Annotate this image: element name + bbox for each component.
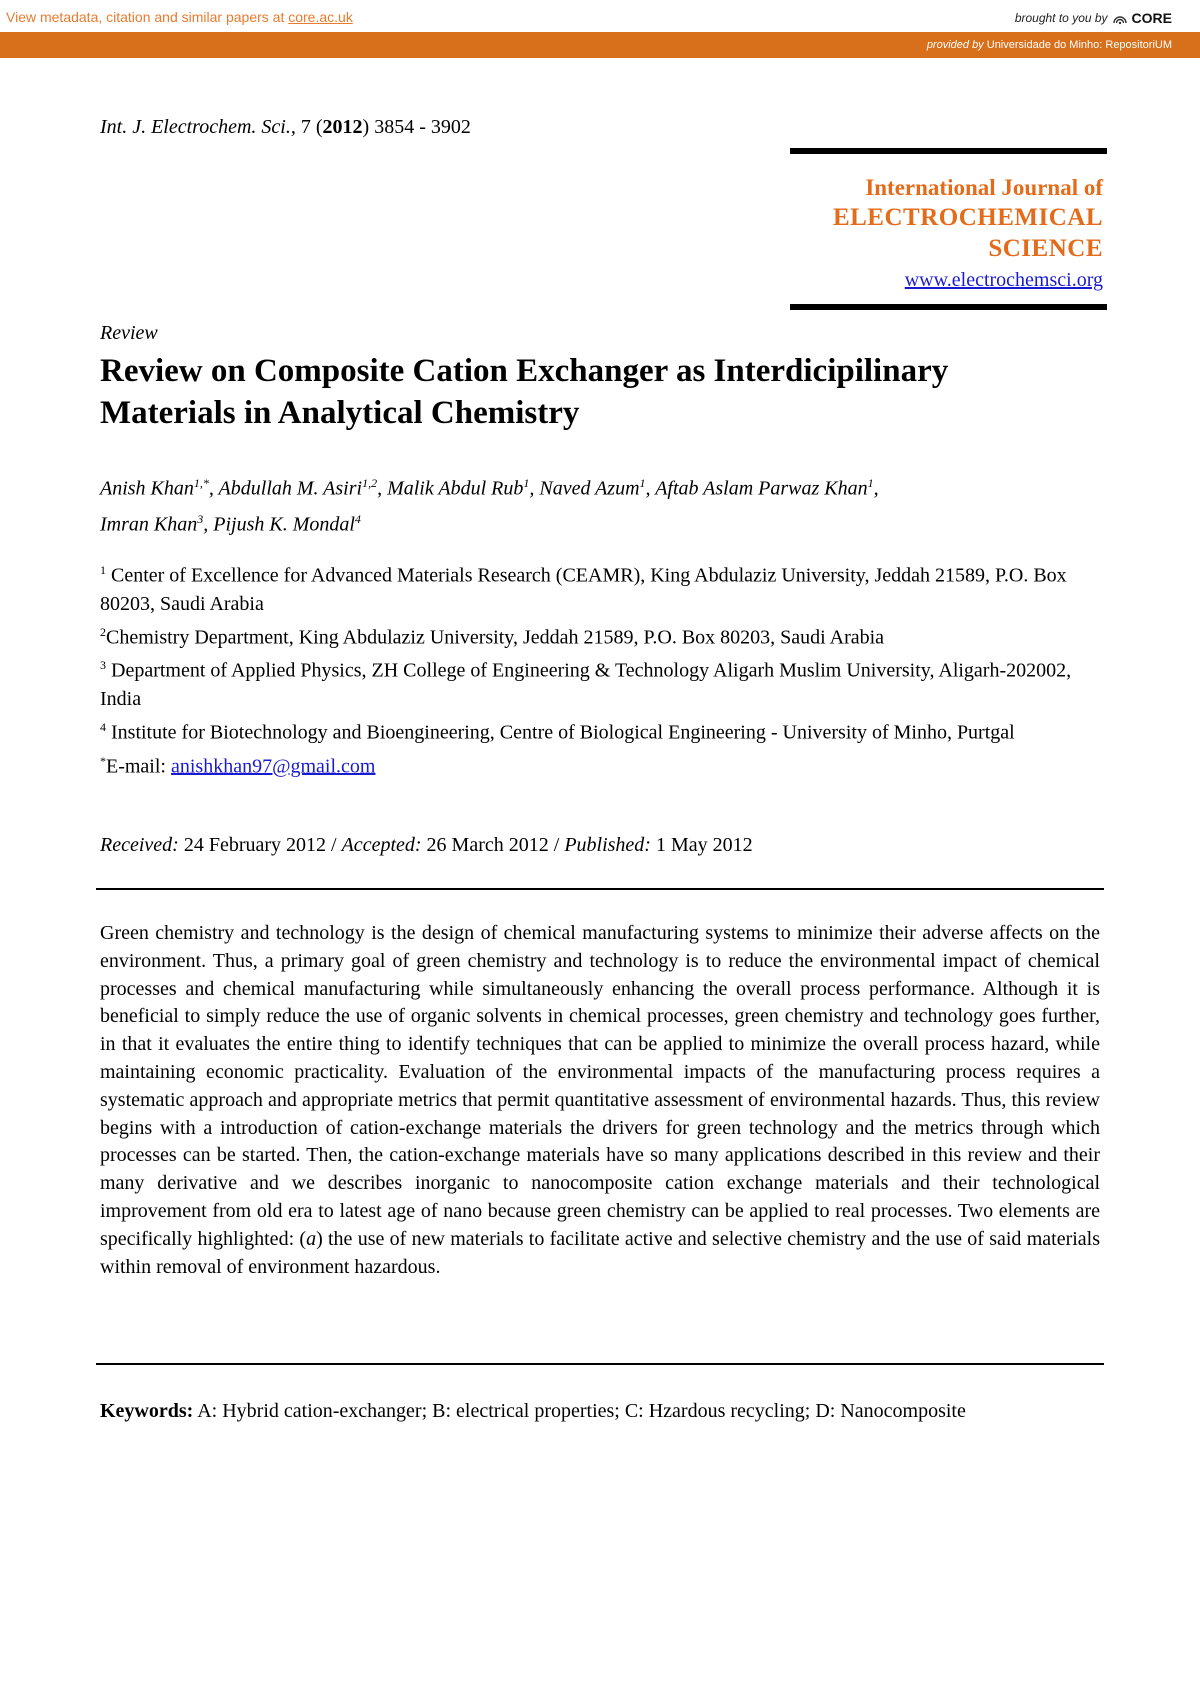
author-name: Imran Khan: [100, 513, 198, 536]
citation-volume: 7: [300, 116, 311, 138]
affiliation-number: 3: [100, 658, 106, 673]
author-name: Abdullah M. Asiri: [218, 477, 363, 500]
citation-pages: 3854 - 3902: [374, 116, 471, 138]
author-affiliation-mark: 1: [867, 476, 874, 490]
received-date: 24 February 2012: [183, 834, 327, 856]
author-name: Malik Abdul Rub: [387, 477, 524, 500]
core-brand[interactable]: CORE: [1131, 10, 1172, 26]
abstract-bottom-rule: [96, 1363, 1104, 1365]
author-name: Pijush K. Mondal: [213, 513, 355, 536]
abstract-italic-marker: a: [306, 1227, 317, 1250]
affiliation-item: [100, 713, 1090, 747]
citation-year: 2012: [322, 116, 363, 138]
affiliation-item: [100, 651, 1090, 713]
journal-name-line1: International Journal of: [865, 175, 1103, 200]
journal-url-link[interactable]: www.electrochemsci.org: [904, 269, 1103, 291]
journal-citation: Int. J. Electrochem. Sci., 7 (2012) 3854 - 3902: [100, 116, 471, 138]
core-provided-label: provided by: [926, 39, 984, 51]
journal-masthead: [790, 148, 1107, 310]
affiliation-number: 2: [100, 624, 106, 639]
author-affiliation-mark: 1,*: [193, 476, 209, 490]
affiliation-number: 1: [100, 563, 106, 577]
core-brought-by: [1015, 10, 1172, 26]
affiliation-list: [100, 556, 1090, 780]
core-provider-bar: [0, 32, 1200, 58]
keywords-text: A: Hybrid cation-exchanger; B: electrical properties; C: Hzardous recycling; D: Nanocomposite: [197, 1400, 966, 1422]
keywords-label: Keywords:: [100, 1400, 194, 1422]
affiliation-text: Chemistry Department, King Abdulaziz University, Jeddah 21589, P.O. Box 80203, Saudi Arabia: [106, 626, 885, 649]
corresponding-email: [100, 747, 1090, 781]
core-metadata-text: View metadata, citation and similar papers at: [6, 9, 285, 25]
author-affiliation-mark: 4: [354, 511, 361, 526]
email-link[interactable]: anishkhan97@gmail.com: [170, 755, 376, 778]
affiliation-number: 4: [100, 719, 106, 734]
core-provider-text: [927, 39, 1172, 51]
core-provider-source[interactable]: Universidade do Minho: RepositoriUM: [986, 39, 1172, 51]
affiliation-text: Center of Excellence for Advanced Materials Research (CEAMR), King Abdulaziz University, Jeddah 21589, P.O. Box 80203, Saudi Arabia: [100, 564, 1067, 615]
abstract-top-rule: [96, 888, 1104, 890]
author-list: Anish Khan$^{1,*}$, Abdullah M. Asiri$^{1,2}$, Malik Abdul Rub$^1$, Naved Azum$^1$, Aftab Aslam Parwaz Khan$^1$, Imran Khan$^3$, Pijush K. Mondal$^4$: [100, 476, 879, 536]
affiliation-item: [100, 618, 1090, 652]
core-header: [0, 0, 1200, 32]
article-title: Review on Composite Cation Exchanger as Interdicipilinary Materials in Analytical Chemistry: [100, 353, 949, 431]
affiliation-text: Institute for Biotechnology and Bioengineering, Centre of Biological Engineering - University of Minho, Purtgal: [111, 721, 1015, 744]
citation-journal: Int. J. Electrochem. Sci.,: [100, 116, 296, 138]
email-marker: *: [100, 753, 106, 768]
journal-name-line3: SCIENCE: [988, 235, 1103, 262]
article-type: Review: [100, 322, 158, 344]
email-label: E-mail:: [106, 755, 166, 778]
publication-dates: [100, 834, 753, 857]
journal-name-line2: ELECTROCHEMICAL: [832, 204, 1103, 231]
keywords: [100, 1398, 1100, 1425]
author-name: Naved Azum: [539, 477, 640, 500]
abstract-body: Green chemistry and technology is the design of chemical manufacturing systems to minimize their adverse affects on the environment. Thus, a primary goal of green chemistry and technology is to reduce the environmental impact of chemical processes and chemical manufacturing while simultaneously enhancing the overall process performance. Although it is beneficial to simply reduce the use of organic solvents in chemical processes, green chemistry and technology goes further, in that it evaluates the entire thing to identify techniques that can be applied to minimize the overall process hazard, while maintaining economic practicality. Evaluation of the environmental impacts of the manufacturing process requires a systematic approach and appropriate metrics that permit quantitative assessment of environmental hazards. Thus, this review begins with a introduction of cation-exchange materials the drivers for green technology and the metrics through which processes can be started. Then, the cation-exchange materials have so many applications described in this review and their many derivative and we describes inorganic to nanocomposite cation exchange materials and their technological improvement from old era to latest age of nano because green chemistry can be applied to real processes. Two elements are specifically highlighted: (: [100, 922, 1100, 1250]
abstract-body-end: ) the use of new materials to facilitate active and selective chemistry and the use of said materials within removal of environment hazardous.: [100, 1227, 1100, 1278]
published-date: 1 May 2012: [655, 834, 753, 856]
author-name: Anish Khan: [100, 477, 194, 500]
accepted-label: Accepted:: [341, 834, 422, 856]
date-separator: /: [331, 834, 337, 856]
date-separator: /: [553, 834, 560, 856]
affiliation-text: Department of Applied Physics, ZH College of Engineering & Technology Aligarh Muslim University, Aligarh-202002, India: [100, 659, 1072, 710]
author-affiliation-mark: 1: [639, 476, 646, 490]
author-affiliation-mark: 1,2: [362, 476, 378, 490]
core-link[interactable]: core.ac.uk: [288, 9, 353, 25]
core-logo-icon: [1112, 11, 1128, 25]
affiliation-item: [100, 556, 1090, 618]
author-affiliation-mark: 3: [197, 511, 204, 526]
accepted-date: 26 March 2012: [426, 834, 549, 856]
core-brought-text: brought to you by: [1014, 11, 1108, 25]
received-label: Received:: [100, 834, 179, 856]
abstract-text: [100, 920, 1100, 1281]
core-metadata-notice: [6, 9, 353, 25]
author-affiliation-mark: 1: [523, 476, 530, 490]
published-label: Published:: [564, 834, 651, 856]
author-name: Aftab Aslam Parwaz Khan: [655, 477, 868, 500]
